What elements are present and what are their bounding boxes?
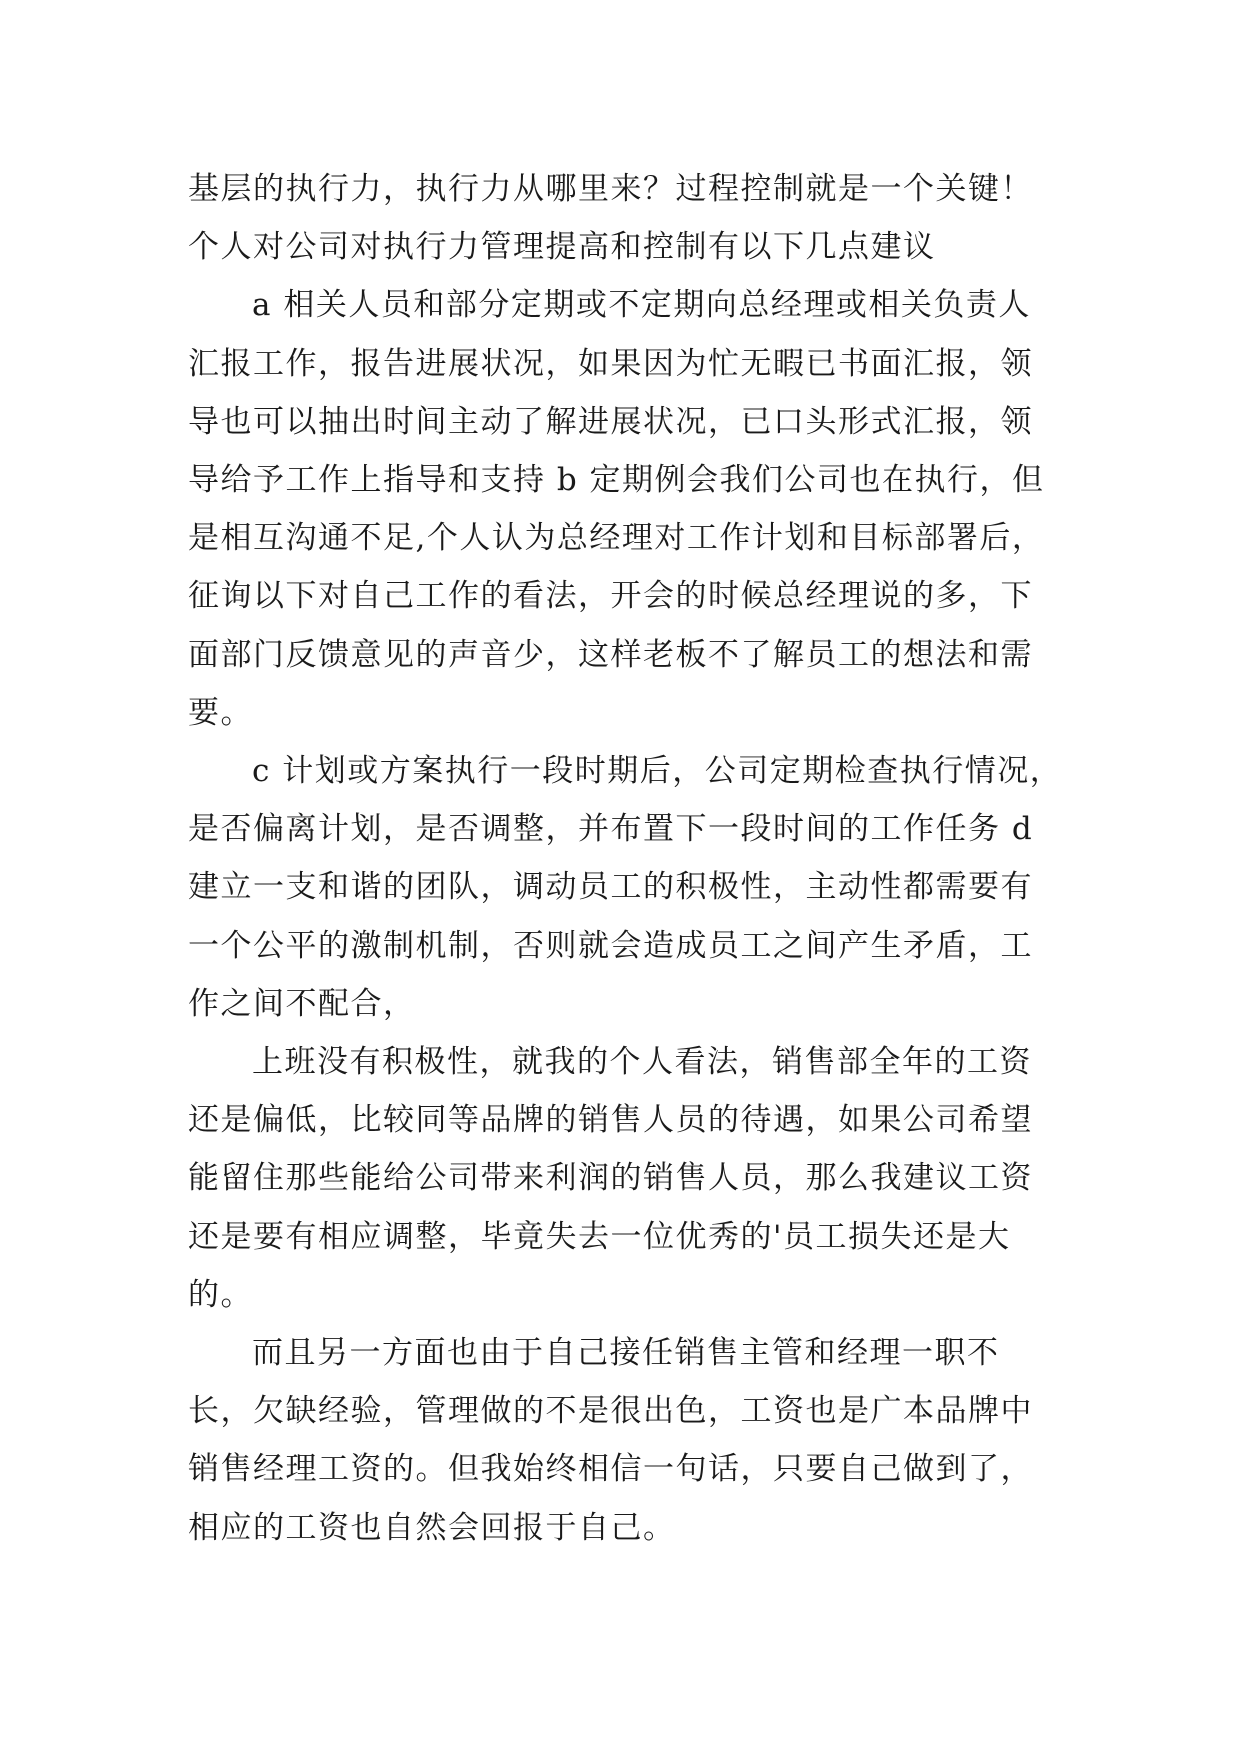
paragraph-line: 汇报工作，报告进展状况，如果因为忙无暇已书面汇报，领	[188, 345, 1033, 382]
paragraph-line: 还是偏低，比较同等品牌的销售人员的待遇，如果公司希望	[188, 1102, 1033, 1139]
paragraph-line: 征询以下对自己工作的看法，开会的时候总经理说的多，下	[188, 578, 1033, 615]
paragraph-line: 上班没有积极性，就我的个人看法，销售部全年的工资	[252, 1044, 1032, 1081]
paragraph-line: 长，欠缺经验，管理做的不是很出色，工资也是广本品牌中	[188, 1393, 1033, 1430]
paragraph-line: 导给予工作上指导和支持 b 定期例会我们公司也在执行，但	[188, 462, 1045, 499]
paragraph-line: 而且另一方面也由于自己接任销售主管和经理一职不	[252, 1335, 1000, 1372]
paragraph-line: 是否偏离计划，是否调整，并布置下一段时间的工作任务 d	[188, 811, 1034, 848]
paragraph-line: 的。	[188, 1276, 253, 1313]
paragraph-4	[188, 742, 1068, 1033]
paragraph-line: 个人对公司对执行力管理提高和控制有以下几点建议	[188, 229, 936, 266]
paragraph-2	[188, 218, 1068, 276]
paragraph-line: 销售经理工资的。但我始终相信一句话，只要自己做到了，	[188, 1451, 1033, 1488]
paragraph-line: 要。	[188, 694, 253, 731]
paragraph-line: 导也可以抽出时间主动了解进展状况，已口头形式汇报，领	[188, 403, 1033, 440]
paragraph-line: 建立一支和谐的团队，调动员工的积极性，主动性都需要有	[188, 869, 1033, 906]
paragraph-line: c 计划或方案执行一段时期后，公司定期检查执行情况，	[252, 753, 1063, 790]
paragraph-line: 作之间不配合，	[188, 985, 416, 1022]
paragraph-line: 还是要有相应调整，毕竟失去一位优秀的'员工损失还是大	[188, 1218, 1011, 1255]
paragraph-5	[188, 1033, 1068, 1324]
paragraph-3	[188, 276, 1068, 742]
paragraph-line: a 相关人员和部分定期或不定期向总经理或相关负责人	[252, 287, 1031, 324]
paragraph-6	[188, 1324, 1068, 1557]
paragraph-line: 是相互沟通不足,个人认为总经理对工作计划和目标部署后，	[188, 520, 1045, 557]
paragraph-line: 相应的工资也自然会回报于自己。	[188, 1509, 676, 1546]
paragraph-line: 能留住那些能给公司带来利润的销售人员，那么我建议工资	[188, 1160, 1033, 1197]
document-body	[188, 160, 1068, 1557]
paragraph-line: 面部门反馈意见的声音少，这样老板不了解员工的想法和需	[188, 636, 1033, 673]
paragraph-line: 基层的执行力，执行力从哪里来？过程控制就是一个关键！	[188, 171, 1033, 207]
paragraph-line: 一个公平的激制机制，否则就会造成员工之间产生矛盾，工	[188, 927, 1033, 964]
paragraph-1	[188, 160, 1068, 218]
